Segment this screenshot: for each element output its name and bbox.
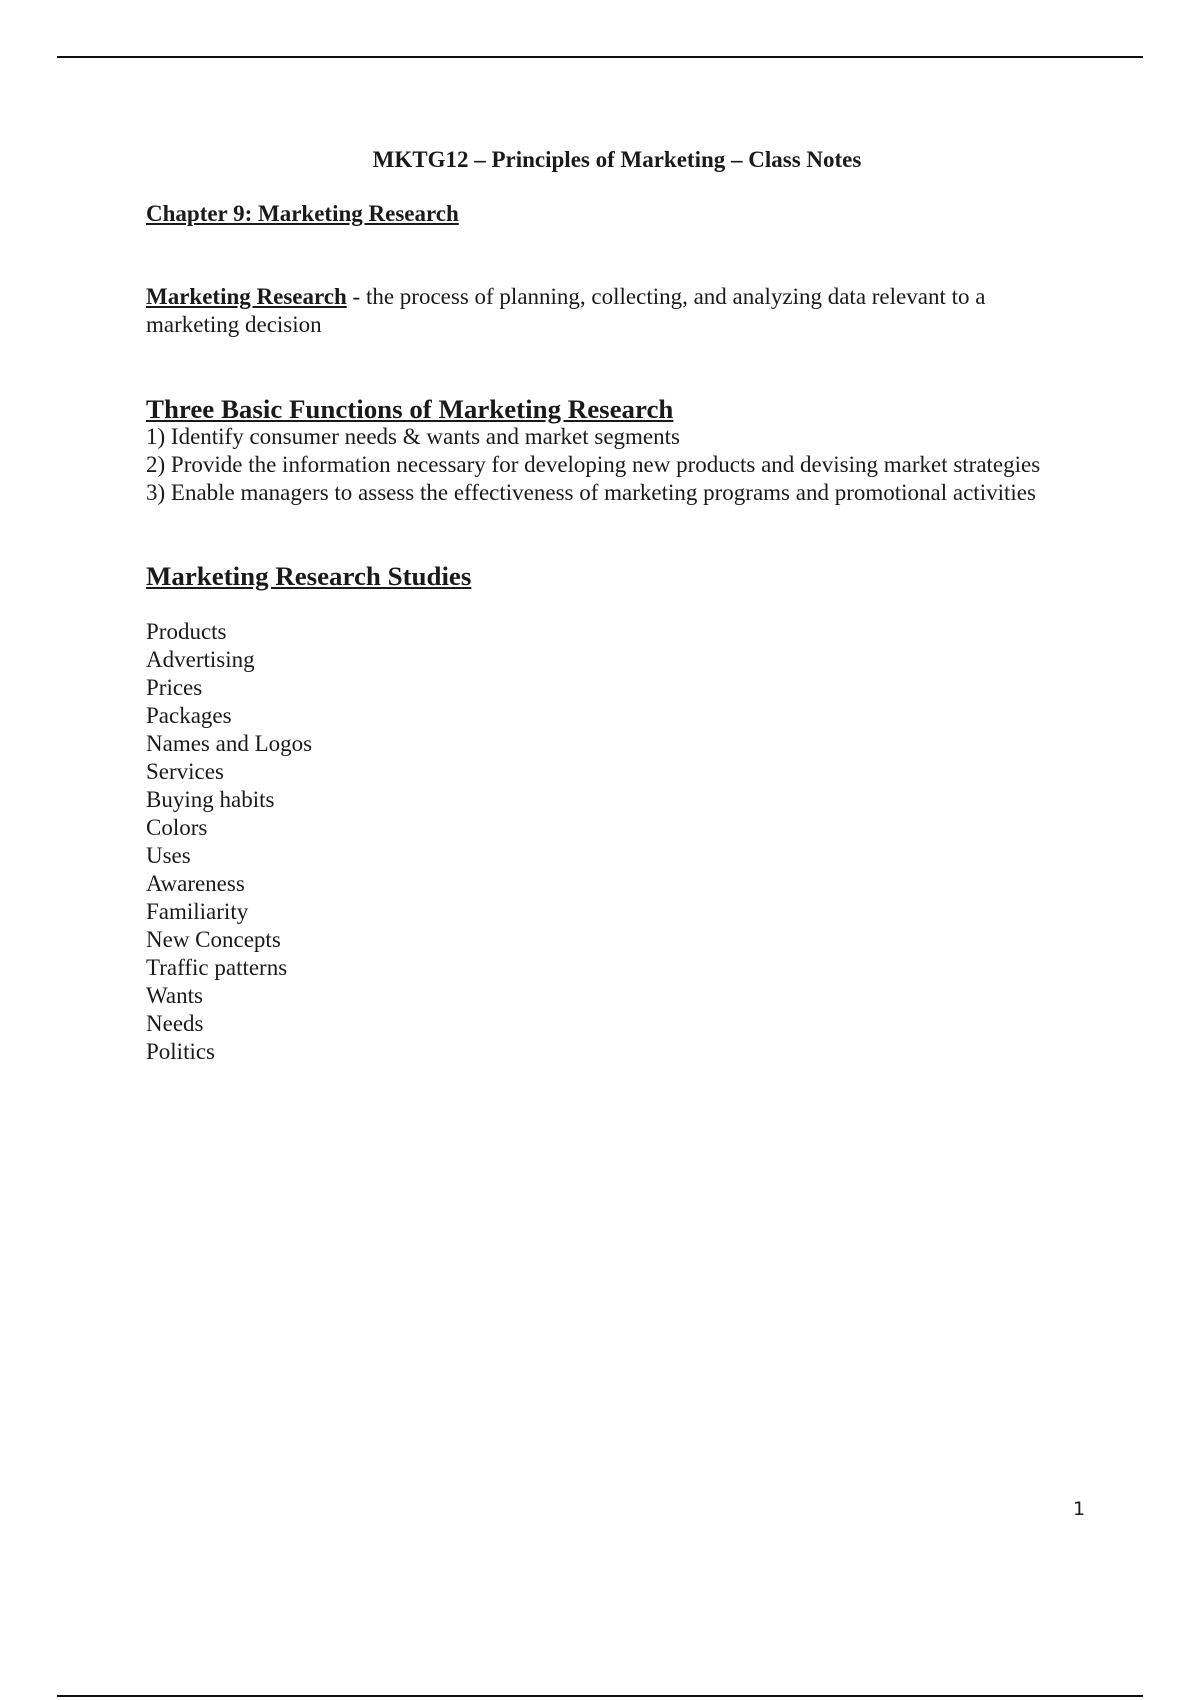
study-item: Packages [146, 703, 232, 728]
study-item: Products [146, 619, 227, 644]
study-item: Uses [146, 843, 191, 868]
study-item: Traffic patterns [146, 955, 288, 980]
study-item: Awareness [146, 871, 245, 896]
page-number: 1 [1073, 1498, 1086, 1520]
study-item: Buying habits [146, 787, 275, 812]
study-item: Names and Logos [146, 731, 313, 756]
study-item: Colors [146, 815, 208, 840]
study-item: Services [146, 759, 224, 784]
studies-section [146, 562, 1126, 1066]
chapter-heading: Chapter 9: Marketing Research [146, 201, 459, 226]
definition-paragraph [146, 283, 1066, 339]
function-item: 2) Provide the information necessary for developing new products and devising market strategies [146, 452, 1041, 477]
study-item: Familiarity [146, 899, 249, 924]
study-item: Politics [146, 1039, 216, 1064]
study-item: New Concepts [146, 927, 281, 952]
function-item: 1) Identify consumer needs & wants and market segments [146, 424, 680, 449]
functions-list [146, 423, 1126, 507]
studies-list [146, 618, 1126, 1066]
definition-text: - the process of planning, collecting, and analyzing data relevant to a marketing decision [146, 284, 986, 337]
study-item: Needs [146, 1011, 204, 1036]
study-item: Advertising [146, 647, 255, 672]
function-item: 3) Enable managers to assess the effectiveness of marketing programs and promotional activities [146, 480, 1036, 505]
study-item: Wants [146, 983, 203, 1008]
document-title: MKTG12 – Principles of Marketing – Class Notes [372, 147, 862, 172]
studies-heading: Marketing Research Studies [146, 561, 472, 591]
study-item: Prices [146, 675, 203, 700]
top-page-border [57, 56, 1143, 58]
bottom-page-border [57, 1695, 1143, 1697]
functions-heading: Three Basic Functions of Marketing Research [146, 394, 674, 424]
definition-term: Marketing Research [146, 284, 347, 309]
functions-section [146, 395, 1126, 507]
